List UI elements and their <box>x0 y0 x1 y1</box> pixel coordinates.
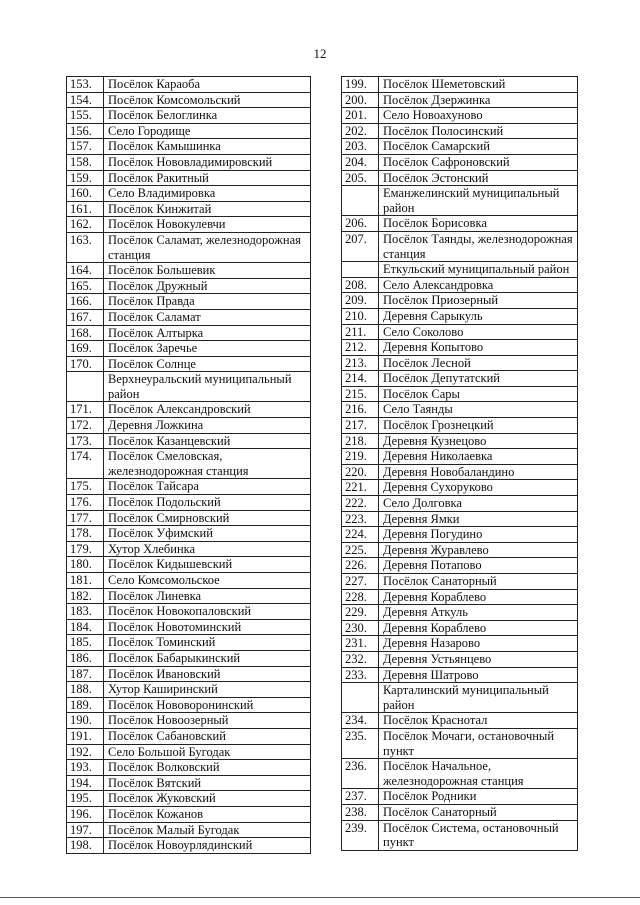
row-number: 159. <box>67 170 104 186</box>
row-number: 192. <box>67 744 104 760</box>
settlement-name: Посёлок Ракитный <box>104 170 311 186</box>
row-number: 154. <box>67 92 104 108</box>
settlement-name: Хутор Каширинский <box>104 682 311 698</box>
settlement-name: Село Новоахуново <box>379 108 578 124</box>
table-row <box>67 744 311 760</box>
table-row <box>342 589 578 605</box>
row-number: 158. <box>67 154 104 170</box>
table-row <box>342 480 578 496</box>
settlement-name: Деревня Устьянцево <box>379 651 578 667</box>
row-number: 196. <box>67 806 104 822</box>
table-row <box>67 697 311 713</box>
table-row <box>342 123 578 139</box>
settlement-name: Посёлок Борисовка <box>379 216 578 232</box>
settlement-name: Деревня Николаевка <box>379 449 578 465</box>
row-number: 201. <box>342 108 379 124</box>
settlement-name: Посёлок Подольский <box>104 495 311 511</box>
settlement-name: Деревня Назарово <box>379 636 578 652</box>
settlement-name: Посёлок Казанцевский <box>104 433 311 449</box>
settlement-name: Посёлок Мочаги, остановочный пункт <box>379 728 578 758</box>
row-number: 187. <box>67 666 104 682</box>
row-number: 190. <box>67 713 104 729</box>
table-row <box>67 186 311 202</box>
table-row <box>67 294 311 310</box>
table-row <box>67 170 311 186</box>
settlement-name: Посёлок Заречье <box>104 341 311 357</box>
settlement-name: Посёлок Депутатский <box>379 371 578 387</box>
table-row <box>342 139 578 155</box>
row-number: 197. <box>67 822 104 838</box>
row-number: 226. <box>342 558 379 574</box>
row-number: 218. <box>342 433 379 449</box>
settlement-name: Посёлок Нововоронинский <box>104 697 311 713</box>
table-row <box>342 402 578 418</box>
settlement-name: Посёлок Томинский <box>104 635 311 651</box>
row-number: 180. <box>67 557 104 573</box>
settlement-name: Посёлок Комсомольский <box>104 92 311 108</box>
table-row <box>67 77 311 93</box>
row-number: 233. <box>342 667 379 683</box>
row-number: 209. <box>342 293 379 309</box>
table-row <box>67 791 311 807</box>
row-number: 214. <box>342 371 379 387</box>
settlement-name: Посёлок Шеметовский <box>379 77 578 93</box>
row-number: 155. <box>67 108 104 124</box>
row-number: 230. <box>342 620 379 636</box>
row-number: 235. <box>342 728 379 758</box>
settlements-table-left <box>66 76 311 854</box>
row-number: 186. <box>67 650 104 666</box>
settlement-name: Село Долговка <box>379 496 578 512</box>
settlement-name: Посёлок Бабарыкинский <box>104 650 311 666</box>
table-row <box>342 108 578 124</box>
row-number: 215. <box>342 386 379 402</box>
table-row <box>67 541 311 557</box>
table-row <box>67 557 311 573</box>
row-number: 199. <box>342 77 379 93</box>
table-row <box>342 527 578 543</box>
table-row <box>342 77 578 93</box>
table-row <box>342 820 578 850</box>
row-number: 224. <box>342 527 379 543</box>
settlement-name: Посёлок Белоглинка <box>104 108 311 124</box>
settlement-name: Посёлок Саламат, железнодорожная станция <box>104 232 311 262</box>
table-row <box>342 418 578 434</box>
settlement-name: Посёлок Самарский <box>379 139 578 155</box>
table-row <box>67 402 311 418</box>
table-row <box>342 636 578 652</box>
table-row <box>342 667 578 683</box>
row-number: 169. <box>67 341 104 357</box>
row-number: 188. <box>67 682 104 698</box>
settlement-name: Хутор Хлебинка <box>104 541 311 557</box>
row-number: 153. <box>67 77 104 93</box>
table-row <box>67 263 311 279</box>
table-row <box>67 806 311 822</box>
row-number: 220. <box>342 464 379 480</box>
table-row <box>67 635 311 651</box>
row-number: 206. <box>342 216 379 232</box>
row-number: 223. <box>342 511 379 527</box>
settlement-name: Село Городище <box>104 123 311 139</box>
row-number: 177. <box>67 510 104 526</box>
settlement-name: Посёлок Большевик <box>104 263 311 279</box>
settlement-name: Посёлок Дружный <box>104 278 311 294</box>
row-number: 172. <box>67 418 104 434</box>
table-row <box>67 822 311 838</box>
table-row <box>342 154 578 170</box>
row-number: 161. <box>67 201 104 217</box>
row-number: 234. <box>342 713 379 729</box>
table-row <box>67 139 311 155</box>
row-number: 213. <box>342 355 379 371</box>
settlement-name: Посёлок Новокулевчи <box>104 217 311 233</box>
table-row <box>342 789 578 805</box>
table-row <box>67 325 311 341</box>
row-number: 231. <box>342 636 379 652</box>
row-number: 210. <box>342 308 379 324</box>
table-row <box>67 495 311 511</box>
settlement-name: Посёлок Кинжитай <box>104 201 311 217</box>
table-row <box>67 650 311 666</box>
settlement-name: Посёлок Грознецкий <box>379 418 578 434</box>
settlement-name: Посёлок Родники <box>379 789 578 805</box>
row-number: 184. <box>67 619 104 635</box>
settlement-name: Посёлок Волковский <box>104 760 311 776</box>
row-number: 170. <box>67 356 104 372</box>
row-number: 181. <box>67 573 104 589</box>
settlement-name: Деревня Кузнецово <box>379 433 578 449</box>
settlement-name: Посёлок Санаторный <box>379 804 578 820</box>
row-number: 179. <box>67 541 104 557</box>
table-row <box>342 231 578 261</box>
row-number: 227. <box>342 574 379 590</box>
row-number: 157. <box>67 139 104 155</box>
table-row <box>67 619 311 635</box>
bottom-rule <box>0 897 640 898</box>
district-name: Карталинский муниципальный район <box>379 683 578 713</box>
table-row <box>67 838 311 854</box>
settlement-name: Посёлок Тайсара <box>104 479 311 495</box>
settlement-name: Посёлок Полосинский <box>379 123 578 139</box>
row-number <box>67 372 104 402</box>
table-row <box>67 713 311 729</box>
settlement-name: Посёлок Александровский <box>104 402 311 418</box>
settlement-name: Посёлок Караоба <box>104 77 311 93</box>
table-row <box>342 371 578 387</box>
table-row <box>342 464 578 480</box>
row-number: 156. <box>67 123 104 139</box>
row-number: 163. <box>67 232 104 262</box>
row-number: 173. <box>67 433 104 449</box>
settlement-name: Посёлок Уфимский <box>104 526 311 542</box>
table-row <box>67 433 311 449</box>
table-row <box>67 479 311 495</box>
row-number: 171. <box>67 402 104 418</box>
row-number: 167. <box>67 309 104 325</box>
table-row <box>342 324 578 340</box>
settlements-table-right <box>341 76 578 851</box>
settlement-name: Посёлок Новотоминский <box>104 619 311 635</box>
row-number: 232. <box>342 651 379 667</box>
row-number: 221. <box>342 480 379 496</box>
table-row <box>342 651 578 667</box>
row-number: 178. <box>67 526 104 542</box>
settlement-name: Посёлок Новоозерный <box>104 713 311 729</box>
row-number: 166. <box>67 294 104 310</box>
district-header-row <box>67 372 311 402</box>
table-row <box>67 123 311 139</box>
row-number: 165. <box>67 278 104 294</box>
settlement-name: Деревня Шатрово <box>379 667 578 683</box>
table-row <box>342 759 578 789</box>
settlement-name: Посёлок Дзержинка <box>379 92 578 108</box>
row-number: 189. <box>67 697 104 713</box>
row-number: 164. <box>67 263 104 279</box>
table-row <box>67 526 311 542</box>
settlement-name: Деревня Сухоруково <box>379 480 578 496</box>
row-number: 202. <box>342 123 379 139</box>
settlement-name: Посёлок Кидышевский <box>104 557 311 573</box>
table-row <box>67 92 311 108</box>
settlement-name: Село Комсомольское <box>104 573 311 589</box>
table-row <box>67 604 311 620</box>
table-row <box>342 340 578 356</box>
table-body-left <box>67 77 311 854</box>
settlement-name: Село Большой Бугодак <box>104 744 311 760</box>
row-number: 237. <box>342 789 379 805</box>
settlement-name: Посёлок Новокопаловский <box>104 604 311 620</box>
district-header-row <box>342 683 578 713</box>
row-number: 205. <box>342 170 379 186</box>
settlement-name: Деревня Копытово <box>379 340 578 356</box>
settlement-name: Деревня Ямки <box>379 511 578 527</box>
table-row <box>342 496 578 512</box>
table-row <box>67 510 311 526</box>
table-row <box>67 573 311 589</box>
row-number: 162. <box>67 217 104 233</box>
settlement-name: Посёлок Таянды, железнодорожная станция <box>379 231 578 261</box>
table-row <box>67 232 311 262</box>
table-row <box>342 216 578 232</box>
settlement-name: Посёлок Смеловская, железнодорожная станция <box>104 449 311 479</box>
settlement-name: Посёлок Новоурлядинский <box>104 838 311 854</box>
table-row <box>342 433 578 449</box>
table-row <box>342 558 578 574</box>
row-number <box>342 186 379 216</box>
settlement-name: Деревня Кораблево <box>379 589 578 605</box>
row-number: 195. <box>67 791 104 807</box>
settlement-name: Посёлок Сафроновский <box>379 154 578 170</box>
row-number: 238. <box>342 804 379 820</box>
table-row <box>342 92 578 108</box>
settlement-name: Село Таянды <box>379 402 578 418</box>
row-number: 175. <box>67 479 104 495</box>
row-number: 212. <box>342 340 379 356</box>
table-row <box>67 154 311 170</box>
table-row <box>342 713 578 729</box>
table-row <box>342 355 578 371</box>
table-row <box>67 775 311 791</box>
table-row <box>67 418 311 434</box>
settlement-name: Посёлок Саламат <box>104 309 311 325</box>
row-number: 183. <box>67 604 104 620</box>
row-number: 185. <box>67 635 104 651</box>
table-row <box>342 170 578 186</box>
table-row <box>342 386 578 402</box>
row-number: 176. <box>67 495 104 511</box>
settlement-name: Посёлок Кожанов <box>104 806 311 822</box>
settlement-name: Посёлок Система, остановочный пункт <box>379 820 578 850</box>
row-number: 168. <box>67 325 104 341</box>
settlement-name: Деревня Аткуль <box>379 605 578 621</box>
settlement-name: Посёлок Лесной <box>379 355 578 371</box>
settlement-name: Посёлок Краснотал <box>379 713 578 729</box>
table-body-right <box>342 77 578 851</box>
settlement-name: Посёлок Малый Бугодак <box>104 822 311 838</box>
table-row <box>67 201 311 217</box>
table-row <box>67 760 311 776</box>
table-row <box>342 804 578 820</box>
table-row <box>67 108 311 124</box>
settlement-name: Посёлок Алтырка <box>104 325 311 341</box>
row-number: 229. <box>342 605 379 621</box>
table-row <box>342 574 578 590</box>
page-number: 12 <box>313 46 327 61</box>
row-number: 222. <box>342 496 379 512</box>
row-number: 182. <box>67 588 104 604</box>
settlement-name: Посёлок Жуковский <box>104 791 311 807</box>
row-number: 204. <box>342 154 379 170</box>
table-row <box>342 620 578 636</box>
settlement-name: Посёлок Сары <box>379 386 578 402</box>
settlement-name: Деревня Журавлево <box>379 542 578 558</box>
district-header-row <box>342 186 578 216</box>
row-number: 203. <box>342 139 379 155</box>
district-name: Верхнеуральский муниципальный район <box>104 372 311 402</box>
row-number: 191. <box>67 728 104 744</box>
row-number: 208. <box>342 277 379 293</box>
settlement-name: Деревня Ложкина <box>104 418 311 434</box>
settlement-name: Посёлок Нововладимировский <box>104 154 311 170</box>
row-number: 217. <box>342 418 379 434</box>
district-header-row <box>342 262 578 278</box>
table-row <box>67 278 311 294</box>
table-row <box>67 666 311 682</box>
row-number: 239. <box>342 820 379 850</box>
settlement-name: Посёлок Правда <box>104 294 311 310</box>
district-name: Еткульский муниципальный район <box>379 262 578 278</box>
settlement-name: Посёлок Сабановский <box>104 728 311 744</box>
table-row <box>342 728 578 758</box>
settlement-name: Посёлок Линевка <box>104 588 311 604</box>
row-number: 207. <box>342 231 379 261</box>
table-row <box>67 682 311 698</box>
table-row <box>67 449 311 479</box>
settlement-name: Посёлок Эстонский <box>379 170 578 186</box>
row-number: 174. <box>67 449 104 479</box>
table-row <box>67 588 311 604</box>
table-row <box>342 308 578 324</box>
settlement-name: Деревня Погудино <box>379 527 578 543</box>
table-row <box>67 309 311 325</box>
district-name: Еманжелинский муниципальный район <box>379 186 578 216</box>
row-number: 236. <box>342 759 379 789</box>
table-row <box>342 277 578 293</box>
settlement-name: Посёлок Солнце <box>104 356 311 372</box>
table-row <box>342 542 578 558</box>
row-number: 193. <box>67 760 104 776</box>
row-number: 228. <box>342 589 379 605</box>
table-row <box>342 605 578 621</box>
settlement-name: Село Соколово <box>379 324 578 340</box>
row-number <box>342 683 379 713</box>
row-number: 216. <box>342 402 379 418</box>
row-number: 225. <box>342 542 379 558</box>
table-row <box>67 341 311 357</box>
settlement-name: Деревня Сарыкуль <box>379 308 578 324</box>
settlement-name: Посёлок Начальное, железнодорожная станция <box>379 759 578 789</box>
row-number: 198. <box>67 838 104 854</box>
row-number: 211. <box>342 324 379 340</box>
settlement-name: Деревня Кораблево <box>379 620 578 636</box>
row-number <box>342 262 379 278</box>
table-row <box>67 728 311 744</box>
settlement-name: Село Александровка <box>379 277 578 293</box>
row-number: 160. <box>67 186 104 202</box>
settlement-name: Посёлок Санаторный <box>379 574 578 590</box>
table-row <box>342 511 578 527</box>
row-number: 194. <box>67 775 104 791</box>
row-number: 200. <box>342 92 379 108</box>
settlement-name: Посёлок Смирновский <box>104 510 311 526</box>
settlement-name: Село Владимировка <box>104 186 311 202</box>
table-row <box>342 449 578 465</box>
table-row <box>67 217 311 233</box>
settlement-name: Деревня Новобаландино <box>379 464 578 480</box>
table-row <box>342 293 578 309</box>
settlement-name: Посёлок Ивановский <box>104 666 311 682</box>
settlement-name: Посёлок Камышинка <box>104 139 311 155</box>
table-row <box>67 356 311 372</box>
settlement-name: Посёлок Приозерный <box>379 293 578 309</box>
settlement-name: Посёлок Вятский <box>104 775 311 791</box>
row-number: 219. <box>342 449 379 465</box>
settlement-name: Деревня Потапово <box>379 558 578 574</box>
